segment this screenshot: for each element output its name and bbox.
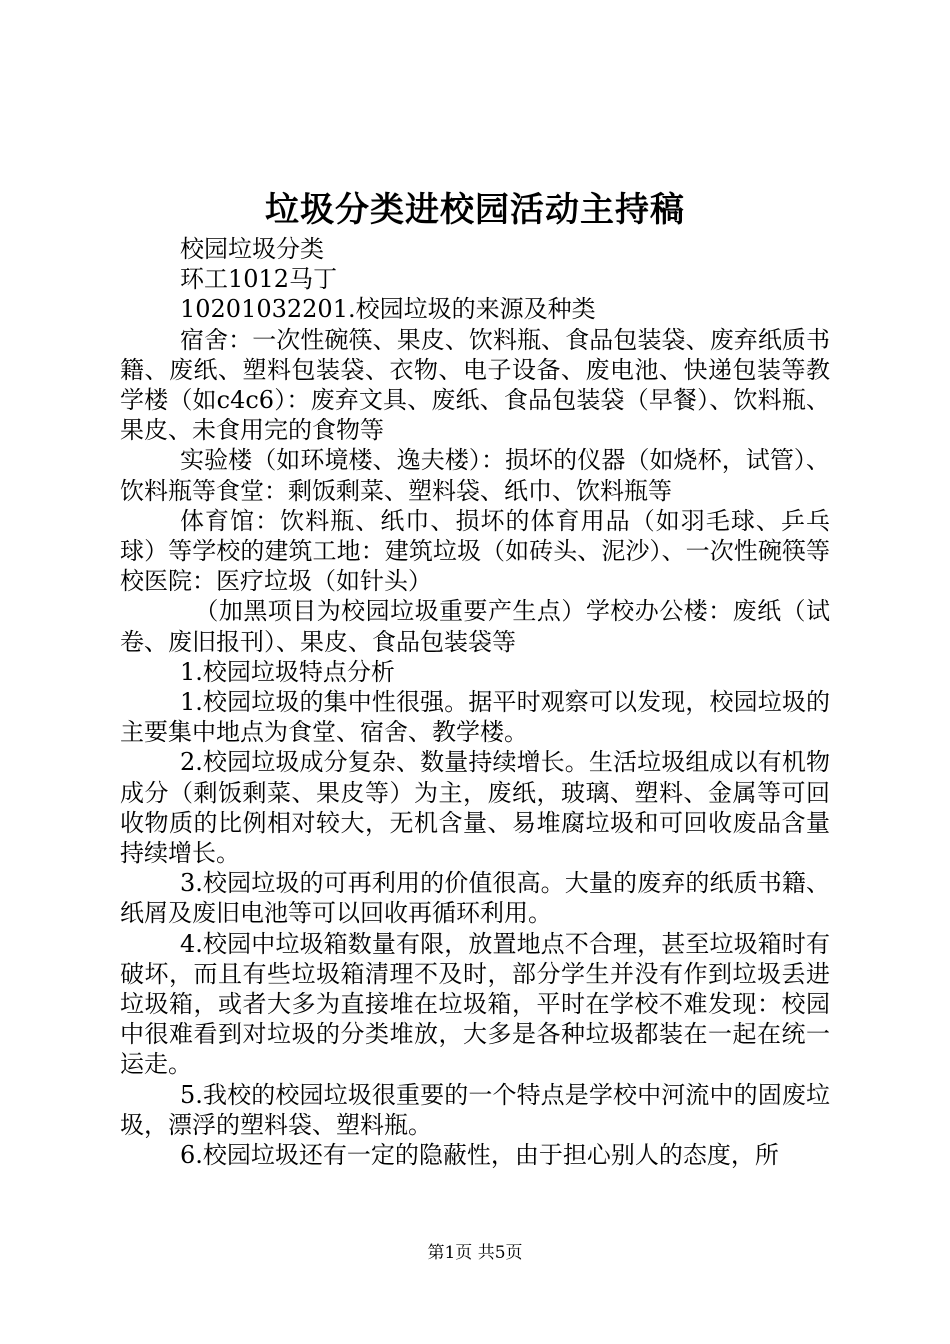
paragraph: 3.校园垃圾的可再利用的价值很高。大量的废弃的纸质书籍、纸屑及废旧电池等可以回收再循环利用。 (120, 869, 830, 928)
paragraph: 5.我校的校园垃圾很重要的一个特点是学校中河流中的固废垃圾，漂浮的塑料袋、塑料瓶。 (120, 1080, 830, 1139)
page-footer: 第1页 共5页 (427, 1243, 523, 1263)
paragraph: 体育馆：饮料瓶、纸巾、损坏的体育用品（如羽毛球、乒乓球）等学校的建筑工地：建筑垃圾（如砖头、泥沙）、一次性碗筷等校医院：医疗垃圾（如针头） (120, 506, 830, 596)
paragraph: 实验楼（如环境楼、逸夫楼）：损坏的仪器（如烧杯，试管）、饮料瓶等食堂：剩饭剩菜、塑料袋、纸巾、饮料瓶等 (120, 446, 830, 505)
paragraph: 6.校园垃圾还有一定的隐蔽性，由于担心别人的态度，所 (180, 1141, 779, 1170)
paragraph: 校园垃圾分类 (180, 235, 324, 263)
paragraph: 4.校园中垃圾箱数量有限，放置地点不合理，甚至垃圾箱时有破坏，而且有些垃圾箱清理不及时，部分学生并没有作到垃圾丢进垃圾箱，或者大多为直接堆在垃圾箱，平时在学校不难发现：校园中很难看到对垃圾的分类堆放，大多是各种垃圾都装在一起在统一运走。 (120, 929, 830, 1079)
document-title: 垃圾分类进校园活动主持稿 (265, 190, 685, 230)
paragraph: 10201032201.校园垃圾的来源及种类 (180, 295, 596, 324)
document-body (120, 234, 830, 1170)
paragraph: （加黑项目为校园垃圾重要产生点）学校办公楼：废纸（试卷、废旧报刊）、果皮、食品包装袋等 (120, 597, 830, 656)
paragraph: 环工1012马丁 (180, 265, 338, 294)
paragraph: 2.校园垃圾成分复杂、数量持续增长。生活垃圾组成以有机物成分（剩饭剩菜、果皮等）为主，废纸，玻璃、塑料、金属等可回收物质的比例相对较大，无机含量、易堆腐垃圾和可回收废品含量持续增长。 (120, 748, 830, 868)
paragraph: 1.校园垃圾特点分析 (180, 657, 395, 686)
paragraph: 宿舍：一次性碗筷、果皮、饮料瓶、食品包装袋、废弃纸质书籍、废纸、塑料包装袋、衣物、电子设备、废电池、快递包装等教学楼（如c4c6）：废弃文具、废纸、食品包装袋（早餐）、饮料瓶、果皮、未食用完的食物等 (120, 325, 830, 445)
paragraph: 1.校园垃圾的集中性很强。据平时观察可以发现，校园垃圾的主要集中地点为食堂、宿舍、教学楼。 (120, 688, 830, 747)
